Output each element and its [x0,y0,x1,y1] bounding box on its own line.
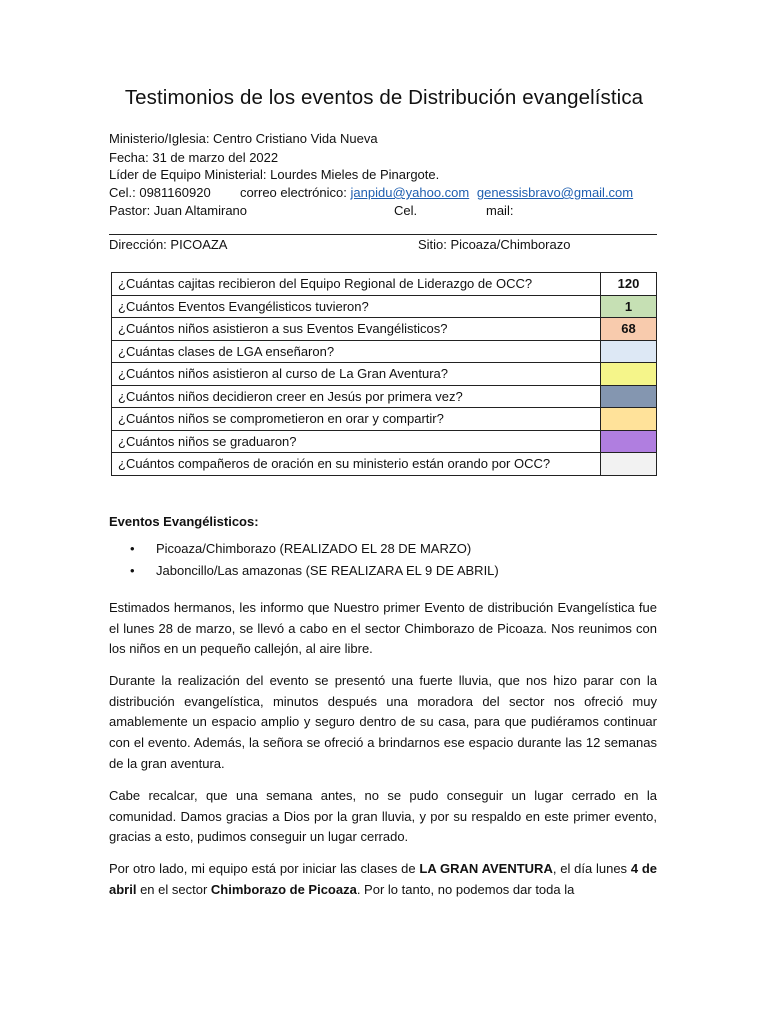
p4-text: . Por lo tanto, no podemos dar toda la [356,881,575,897]
value-cell [601,430,657,453]
email-label: correo electrónico: [239,185,347,200]
site-line: Sitio: Picoaza/Chimborazo [418,237,571,252]
event-item: • Picoaza/Chimborazo (REALIZADO EL 28 DE MARZO) [109,538,499,560]
question-cell: ¿Cuántos niños se comprometieron en orar y compartir? [112,408,601,431]
pastor-line: Pastor: Juan Altamirano [109,203,248,218]
table-row [112,430,657,453]
question-cell: ¿Cuántos compañeros de oración en su ministerio están orando por OCC? [112,453,601,476]
questions-table [111,272,657,476]
p4-text: en el sector [136,881,211,897]
pastor-cel: Cel. [394,203,418,218]
question-cell: ¿Cuántas clases de LGA enseñaron? [112,340,601,363]
value-cell [601,408,657,431]
value-cell [601,363,657,386]
value-cell [601,385,657,408]
events-heading: Eventos Evangélisticos: [109,514,259,529]
question-cell: ¿Cuántos niños se graduaron? [112,430,601,453]
p4-text: Por otro lado, mi equipo está por iniciar las clases de [109,861,420,876]
divider-line [109,234,657,235]
question-cell: ¿Cuántos Eventos Evangélisticos tuvieron? [112,295,601,318]
events-list [109,538,499,582]
table-row [112,318,657,341]
paragraph-2: Durante la realización del evento se presentó una fuerte lluvia, que nos hizo parar con la distribución evangelística, minutos después una moradora del sector nos ofreció muy amablemente un espacio amplio y seguro dentro de su casa, para que pudiéramos continuar con el evento. Además, la señora se ofreció a brindarnos ese espacio durante las 12 semanas de la gran aventura. [109,673,657,771]
p4-bold-date: 4 de abril [109,861,658,897]
ministry-line: Ministerio/Iglesia: Centro Cristiano Vida Nueva [109,131,378,146]
p4-bold-sector: Chimborazo de Picoaza [210,881,357,897]
question-cell: ¿Cuántos niños asistieron a sus Eventos Evangélisticos? [112,318,601,341]
paragraph-4 [109,859,657,900]
value-cell: 68 [601,318,657,341]
table-row [112,408,657,431]
paragraph-3: Cabe recalcar, que una semana antes, no se pudo conseguir un lugar cerrado en la comunidad. Damos gracias a Dios por la gran lluvia, y por su respaldo en este primer evento, gracias a esto, pudimos conseguir un lugar cerrado. [109,788,657,845]
table-row [112,273,657,296]
p4-bold-lga: LA GRAN AVENTURA [419,861,553,876]
value-cell [601,453,657,476]
p4-text: , el día lunes [552,861,631,876]
email-link-2[interactable]: genessisbravo@gmail.com [476,185,634,200]
value-cell: 1 [601,295,657,318]
question-cell: ¿Cuántos niños decidieron creer en Jesús por primera vez? [112,385,601,408]
leader-line: Líder de Equipo Ministerial: Lourdes Mieles de Pinargote. [109,167,440,182]
contact-line [109,185,633,200]
phone: Cel.: 0981160920 [109,185,211,200]
table-row [112,340,657,363]
event-item: • Jaboncillo/Las amazonas (SE REALIZARA EL 9 DE ABRIL) [109,560,499,582]
document-title: Testimonios de los eventos de Distribución evangelística [124,86,644,109]
date-line: Fecha: 31 de marzo del 2022 [109,150,279,165]
table-row [112,453,657,476]
value-cell: 120 [601,273,657,296]
value-cell [601,340,657,363]
question-cell: ¿Cuántas cajitas recibieron del Equipo Regional de Liderazgo de OCC? [112,273,601,296]
email-link-1[interactable]: janpidu@yahoo.com [350,185,470,200]
question-cell: ¿Cuántos niños asistieron al curso de La Gran Aventura? [112,363,601,386]
pastor-mail: mail: [486,203,514,218]
table-row [112,363,657,386]
paragraph-1: Estimados hermanos, les informo que Nuestro primer Evento de distribución Evangelística fue el lunes 28 de marzo, se llevó a cabo en el sector Chimborazo de Picoaza. Nos reunimos con los niños en un pequeño callejón, al aire libre. [109,600,657,657]
table-row [112,295,657,318]
address-line: Dirección: PICOAZA [109,237,228,252]
table-row [112,385,657,408]
